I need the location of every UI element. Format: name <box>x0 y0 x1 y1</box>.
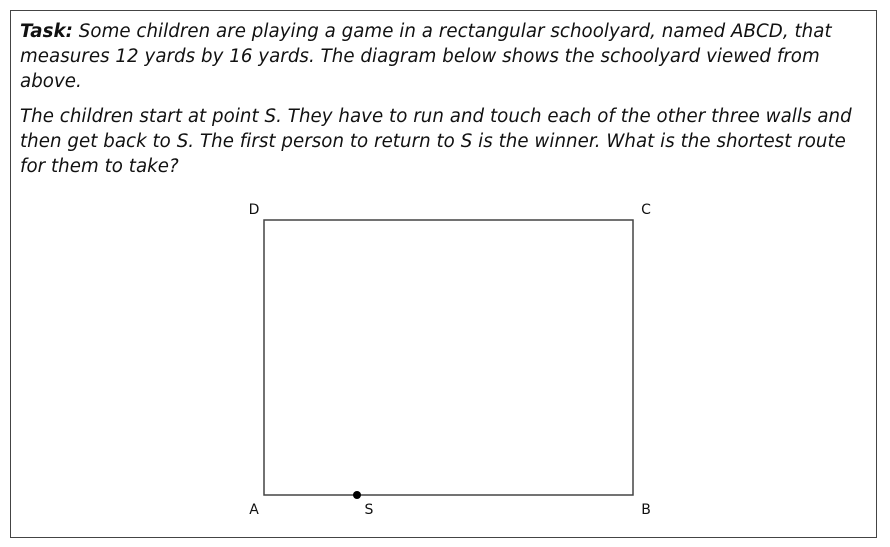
vertex-label-a: A <box>249 502 259 518</box>
vertex-label-b: B <box>641 502 651 518</box>
vertex-label-c: C <box>641 202 651 218</box>
start-point-label: S <box>364 502 374 518</box>
vertex-label-d: D <box>248 202 260 218</box>
task-question-text: The children start at point S. They have to run and touch each of the other three walls and then get back to S. The first person to return to S is the winner. What is the shortest route for them to take? <box>20 106 852 177</box>
schoolyard-rectangle <box>264 220 633 495</box>
start-point-marker <box>353 491 361 499</box>
task-label: Task: <box>20 21 73 42</box>
task-intro-text: Some children are playing a game in a rectangular schoolyard, named ABCD, that measures 12 yards by 16 yards. The diagram below shows the schoolyard viewed from above. <box>20 21 832 92</box>
